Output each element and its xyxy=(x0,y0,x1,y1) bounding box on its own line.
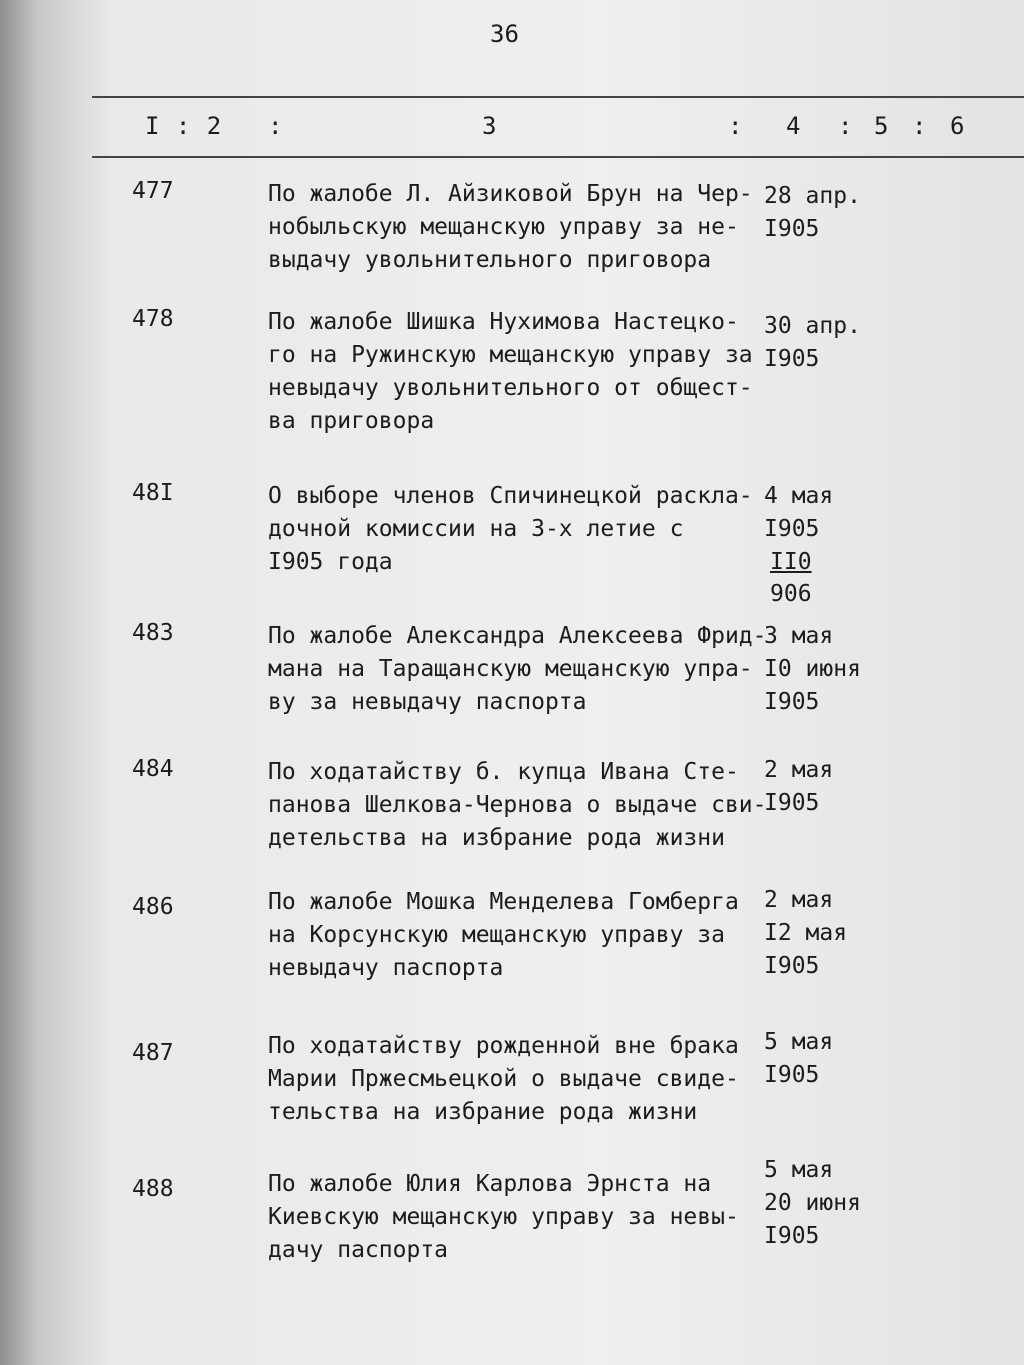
entry-description: По жалобе Александра Алексеева Фрид- мана на Таращанскую мещанскую упра- ву за невыдачу паспорта xyxy=(268,623,767,715)
header-bottom-rule xyxy=(92,156,1024,158)
entry-description: По жалобе Юлия Карлова Эрнста на Киевскую мещанскую управу за невы- дачу паспорта xyxy=(268,1171,739,1263)
entry-number: 483 xyxy=(132,620,174,646)
entry-description: По жалобе Л. Айзиковой Брун на Чер- нобыльскую мещанскую управу за не- выдачу увольнительного приговора xyxy=(268,181,753,273)
entry-number: 486 xyxy=(132,894,174,920)
column-separator: : xyxy=(268,112,284,140)
column-header-4: 4 xyxy=(786,112,802,140)
column-header-3: 3 xyxy=(482,112,498,140)
column-separator: : xyxy=(838,112,854,140)
entry-date: 4 мая I905 xyxy=(764,483,834,542)
page-number: 36 xyxy=(490,20,519,48)
entry-date: 5 мая 20 июня I905 xyxy=(764,1157,861,1249)
column-header-1-2: I : 2 xyxy=(145,112,223,140)
entry-date: 5 мая I905 xyxy=(764,1029,834,1088)
column-separator: : xyxy=(912,112,928,140)
entry-number: 484 xyxy=(132,756,174,782)
header-top-rule xyxy=(92,96,1024,98)
entry-date: 3 мая I0 июня I905 xyxy=(764,623,861,715)
column-separator: : xyxy=(728,112,744,140)
entry-number: 488 xyxy=(132,1176,174,1202)
entry-date: 2 мая I2 мая I905 xyxy=(764,887,848,979)
entry-date: 28 апр. I905 xyxy=(764,183,861,242)
entry-description: По ходатайству рожденной вне брака Марии Пржесмьецкой о выдаче свиде- тельства на избрание рода жизни xyxy=(268,1033,739,1125)
entry-description: По жалобе Мошка Менделева Гомберга на Корсунскую мещанскую управу за невыдачу паспорта xyxy=(268,889,739,981)
entry-date-note: II0 xyxy=(770,549,812,575)
entry-number: 48I xyxy=(132,480,174,506)
entry-date-note: 906 xyxy=(770,581,812,607)
entry-description: О выборе членов Спичинецкой раскла- дочной комиссии на 3-х летие с I905 года xyxy=(268,483,753,575)
entry-number: 487 xyxy=(132,1040,174,1066)
entry-description: По ходатайству б. купца Ивана Сте- панова Шелкова-Чернова о выдаче сви- детельства на избрание рода жизни xyxy=(268,759,767,851)
column-header-6: 6 xyxy=(950,112,966,140)
entry-description: По жалобе Шишка Нухимова Настецко- го на Ружинскую мещанскую управу за невыдачу увольнительного от общест- ва приговора xyxy=(268,309,753,434)
entry-number: 478 xyxy=(132,306,174,332)
entry-number: 477 xyxy=(132,178,174,204)
column-header-5: 5 xyxy=(874,112,890,140)
entry-date: 2 мая I905 xyxy=(764,757,834,816)
entry-date: 30 апр. I905 xyxy=(764,313,861,372)
